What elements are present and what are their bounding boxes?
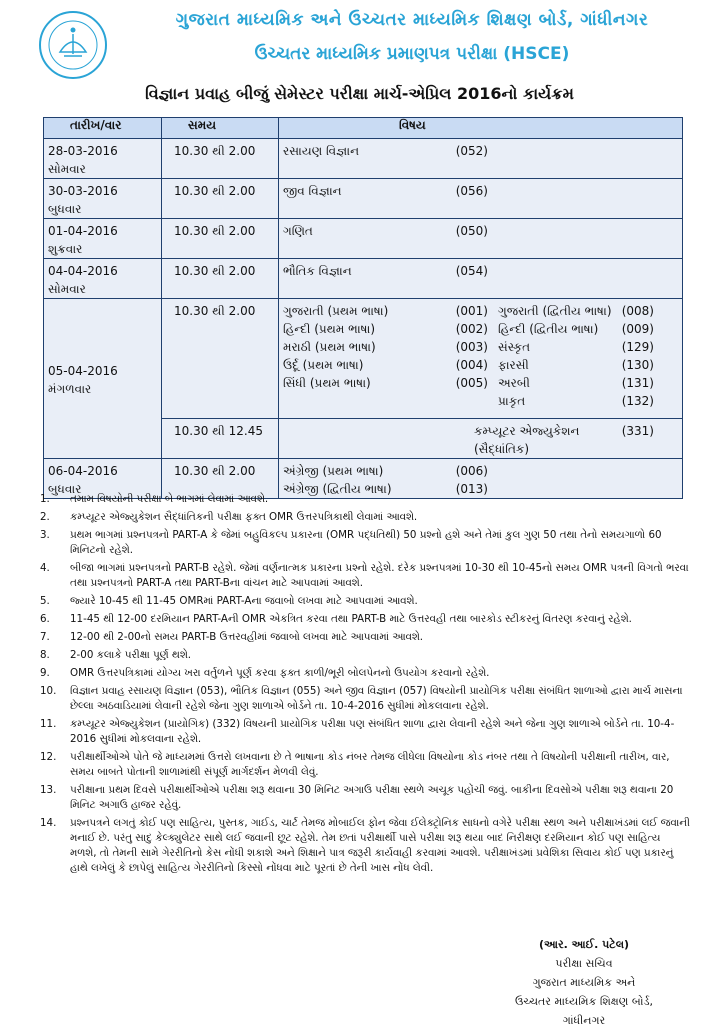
- instruction-item: 2. કમ્પ્યૂટર એજ્યુકેશન સૈદ્ધાંતિકની પરીક્ષા ફક્ત OMR ઉત્તરપત્રિકાથી લેવામાં આવશે.: [40, 511, 418, 523]
- table-row: [44, 139, 683, 179]
- computer-subject: કમ્પ્યૂટર એજ્યુકેશન (સૈદ્ધાંતિક): [474, 424, 580, 456]
- row-code: (054): [455, 264, 488, 278]
- row-day: બુધવાર: [48, 482, 82, 496]
- list-item: અંગ્રેજી (દ્વિતીય ભાષા) (013): [283, 482, 488, 496]
- instruction-item: 9. OMR ઉત્તરપત્રિકામાં યોગ્ય ખરા વર્તુળને પૂર્ણ કરવા ફક્ત કાળી/ભૂરી બોલપેનનો ઉપયોગ કરવાનો રહેશે.: [40, 667, 490, 679]
- row-subject: ભૌતિક વિજ્ઞાન: [283, 264, 352, 278]
- exam-schedule-table: [43, 117, 683, 499]
- row-subject: રસાયણ વિજ્ઞાન: [283, 144, 360, 158]
- table-row: [44, 259, 683, 299]
- table-row-languages: [44, 299, 683, 419]
- row-time: 10.30 થી 2.00: [162, 139, 279, 179]
- computer-code: (331): [621, 424, 654, 438]
- row-code: (052): [455, 144, 488, 158]
- instruction-item: 1. તમામ વિષયોની પરીક્ષા બે ભાગમાં લેવામાં આવશે.: [40, 493, 269, 505]
- signatory-designation: પરીક્ષા સચિવ: [555, 957, 613, 970]
- instruction-item: 13. પરીક્ષાના પ્રથમ દિવસે પરીક્ષાર્થીઓએ પરીક્ષા શરૂ થવાના 30 મિનિટ અગાઉ પરીક્ષા સ્થળે અચૂક પહોંચી જવું. બાકીના દિવસોએ પરીક્ષા શરૂ થવાના 20 મિનિટ અગાઉ હાજર રહેવું.: [40, 784, 674, 811]
- list-item: સંસ્કૃત (129): [498, 340, 654, 354]
- row-code: (050): [455, 224, 488, 238]
- instruction-item: 12. પરીક્ષાર્થીઓએ પોતે જે માધ્યમમાં ઉત્તરો લખવાના છે તે ભાષાના કોડ નંબર તેમજ લીધેલા વિષયોના કોડ નંબર તથા તે વિષયોની પરીક્ષાની તારીખ, વાર, સમય બાબતે પોતાની શાળામાંથી સંપૂર્ણ માર્ગદર્શન મેળવી લેવું.: [40, 751, 670, 778]
- header-subject: વિષય: [279, 118, 683, 139]
- row-code: (056): [455, 184, 488, 198]
- list-item: અંગ્રેજી (પ્રથમ ભાષા) (006): [283, 464, 488, 478]
- row-date: 05-04-2016: [48, 364, 118, 378]
- first-language-list: [283, 302, 488, 392]
- table-header-row: [44, 118, 683, 139]
- list-item: પ્રાકૃત (132): [498, 394, 654, 408]
- table-row: [44, 219, 683, 259]
- list-item: અરબી (131): [498, 376, 654, 390]
- instruction-item: 7. 12-00 થી 2-00નો સમય PART-B ઉત્તરવહીમાં જવાબો લખવા માટે આપવામાં આવશે.: [40, 631, 424, 643]
- row-day: સોમવાર: [48, 162, 86, 176]
- instruction-item: 14. પ્રશ્નપત્રને લગતું કોઈ પણ સાહિત્ય, પુસ્તક, ગાઈડ, ચાર્ટ તેમજ મોબાઈલ ફોન જેવા ઈલેક્ટ્રોનિક સાધનો વગેરે પરીક્ષા સ્થળ અને પરીક્ષાખંડમાં લઈ જવાની મનાઈ છે. પરંતુ સાદુ કેલ્ક્યુલેટર સાથે લઈ જવાની છૂટ રહેશે. તેમ છતાં પરીક્ષાર્થી પાસે પરીક્ષા શરૂ થયા બાદ નિરીક્ષણ દરમિયાન કોઈ પણ સાહિત્ય મળશે, તો તેમની સામે ગેરરીતિનો કેસ નોંધી શકાશે અને શિક્ષાને પાત્ર જરૂરી કાર્યવાહી કરવામાં આવશે. પરીક્ષાખંડમાં પ્રવેશિકા સિવાય કોઈ પણ પ્રકારનું હાથે લખેલું કે છાપેલું સાહિત્ય ગેરરીતિનો કિસ્સો નોંધવા માટે પૂરતાં છે તેની ખાસ નોંધ લેવી.: [40, 817, 690, 874]
- header-time: સમય: [162, 118, 279, 139]
- board-logo: [38, 10, 108, 80]
- list-item: હિન્દી (પ્રથમ ભાષા) (002): [283, 322, 488, 336]
- row-subject: ગણિત: [283, 224, 313, 238]
- instruction-item: 5. જ્યારે 10-45 થી 11-45 OMRમાં PART-Aના જવાબો લખવા માટે આપવામાં આવશે.: [40, 595, 418, 607]
- signature-block: [484, 935, 684, 1030]
- second-language-list: [498, 302, 654, 410]
- list-item: ફારસી (130): [498, 358, 654, 372]
- signatory-org: ઉચ્ચતર માધ્યમિક શિક્ષણ બોર્ડ,: [515, 995, 653, 1008]
- row-day: સોમવાર: [48, 282, 86, 296]
- row-date: 01-04-2016: [48, 224, 118, 238]
- list-item: ગુજરાતી (પ્રથમ ભાષા) (001): [283, 304, 488, 318]
- row-time: 10.30 થી 2.00: [162, 179, 279, 219]
- signatory-org: ગાંધીનગર: [562, 1014, 606, 1027]
- row-day: મંગળવાર: [48, 382, 92, 396]
- computer-time: 10.30 થી 12.45: [162, 419, 279, 459]
- instruction-item: 10. વિજ્ઞાન પ્રવાહ રસાયણ વિજ્ઞાન (053), ભૌતિક વિજ્ઞાન (055) અને જીવ વિજ્ઞાન (057) વિષયોની પ્રાયોગિક પરીક્ષા સંબંધિત શાળાઓ દ્વારા માર્ચ માસના છેલ્લા અઠવાડિયામાં લેવાની રહેશે જેના ગુણ શાળાએ બોર્ડને તા. 10-4-2016 સુધીમાં મોકલવાના રહેશે.: [40, 685, 683, 712]
- page-header: [0, 0, 719, 108]
- instruction-item: 11. કમ્પ્યૂટર એજ્યુકેશન (પ્રાયોગિક) (332) વિષયની પ્રાયોગિક પરીક્ષા પણ સંબંધિત શાળા દ્વારા લેવાની રહેશે અને જેના ગુણ શાળાએ બોર્ડને તા. 10-4-2016 સુધીમાં મોકલવાના રહેશે.: [40, 718, 675, 745]
- row-date: 06-04-2016: [48, 464, 118, 478]
- row-date: 30-03-2016: [48, 184, 118, 198]
- row-time: 10.30 થી 2.00: [162, 459, 279, 499]
- list-item: સિંધી (પ્રથમ ભાષા) (005): [283, 376, 488, 390]
- row-day: બુધવાર: [48, 202, 82, 216]
- instruction-item: 4. બીજા ભાગમાં પ્રશ્નપત્રનો PART-B રહેશે. જેમાં વર્ણનાત્મક પ્રકારના પ્રશ્નો રહેશે. દરેક પ્રશ્નપત્રમાં 10-30 થી 10-45નો સમય OMR પત્રની વિગતો ભરવા તથા પ્રશ્નપત્રનો PART-A તથા PART-Bના વાંચન માટે આપવામાં આવશે.: [40, 562, 689, 589]
- table-row: [44, 179, 683, 219]
- row-date: 04-04-2016: [48, 264, 118, 278]
- instruction-item: 8. 2-00 કલાકે પરીક્ષા પૂર્ણ થશે.: [40, 649, 192, 661]
- list-item: ગુજરાતી (દ્વિતીય ભાષા) (008): [498, 304, 654, 318]
- exam-name: ઉચ્ચતર માધ્યમિક પ્રમાણપત્ર પરીક્ષા (HSCE): [254, 44, 570, 64]
- signatory-name: (આર. આઈ. પટેલ): [538, 938, 630, 951]
- row-subject: જીવ વિજ્ઞાન: [283, 184, 342, 198]
- board-name: ગુજરાત માધ્યમિક અને ઉચ્ચતર માધ્યમિક શિક્ષણ બોર્ડ, ગાંધીનગર: [175, 10, 649, 30]
- schedule-title: વિજ્ઞાન પ્રવાહ બીજું સેમેસ્ટર પરીક્ષા માર્ચ-એપ્રિલ 2016નો કાર્યક્રમ: [145, 84, 574, 103]
- header-date: તારીખ/વાર: [44, 118, 162, 139]
- signatory-org: ગુજરાત માધ્યમિક અને: [532, 976, 636, 989]
- row-day: શુક્રવાર: [48, 242, 83, 256]
- row-time: 10.30 થી 2.00: [162, 259, 279, 299]
- row-date: 28-03-2016: [48, 144, 118, 158]
- list-item: હિન્દી (દ્વિતીય ભાષા) (009): [498, 322, 654, 336]
- instructions-list: [40, 492, 690, 879]
- list-item: મરાઠી (પ્રથમ ભાષા) (003): [283, 340, 488, 354]
- row-time: 10.30 થી 2.00: [162, 299, 279, 419]
- instruction-item: 6. 11-45 થી 12-00 દરમિયાન PART-Aની OMR એકત્રિત કરવા તથા PART-B માટે ઉત્તરવહી તથા બારકોડ સ્ટીકરનું વિતરણ કરવાનું રહેશે.: [40, 613, 632, 625]
- list-item: ઉર્દૂ (પ્રથમ ભાષા) (004): [283, 358, 488, 372]
- instruction-item: 3. પ્રથમ ભાગમાં પ્રશ્નપત્રનો PART-A કે જેમાં બહુવિકલ્પ પ્રકારના (OMR પદ્ધતિથી) 50 પ્રશ્નો હશે અને તેમાં કુલ ગુણ 50 તથા તેનો સમયગાળો 60 મિનિટનો રહેશે.: [40, 529, 662, 556]
- row-time: 10.30 થી 2.00: [162, 219, 279, 259]
